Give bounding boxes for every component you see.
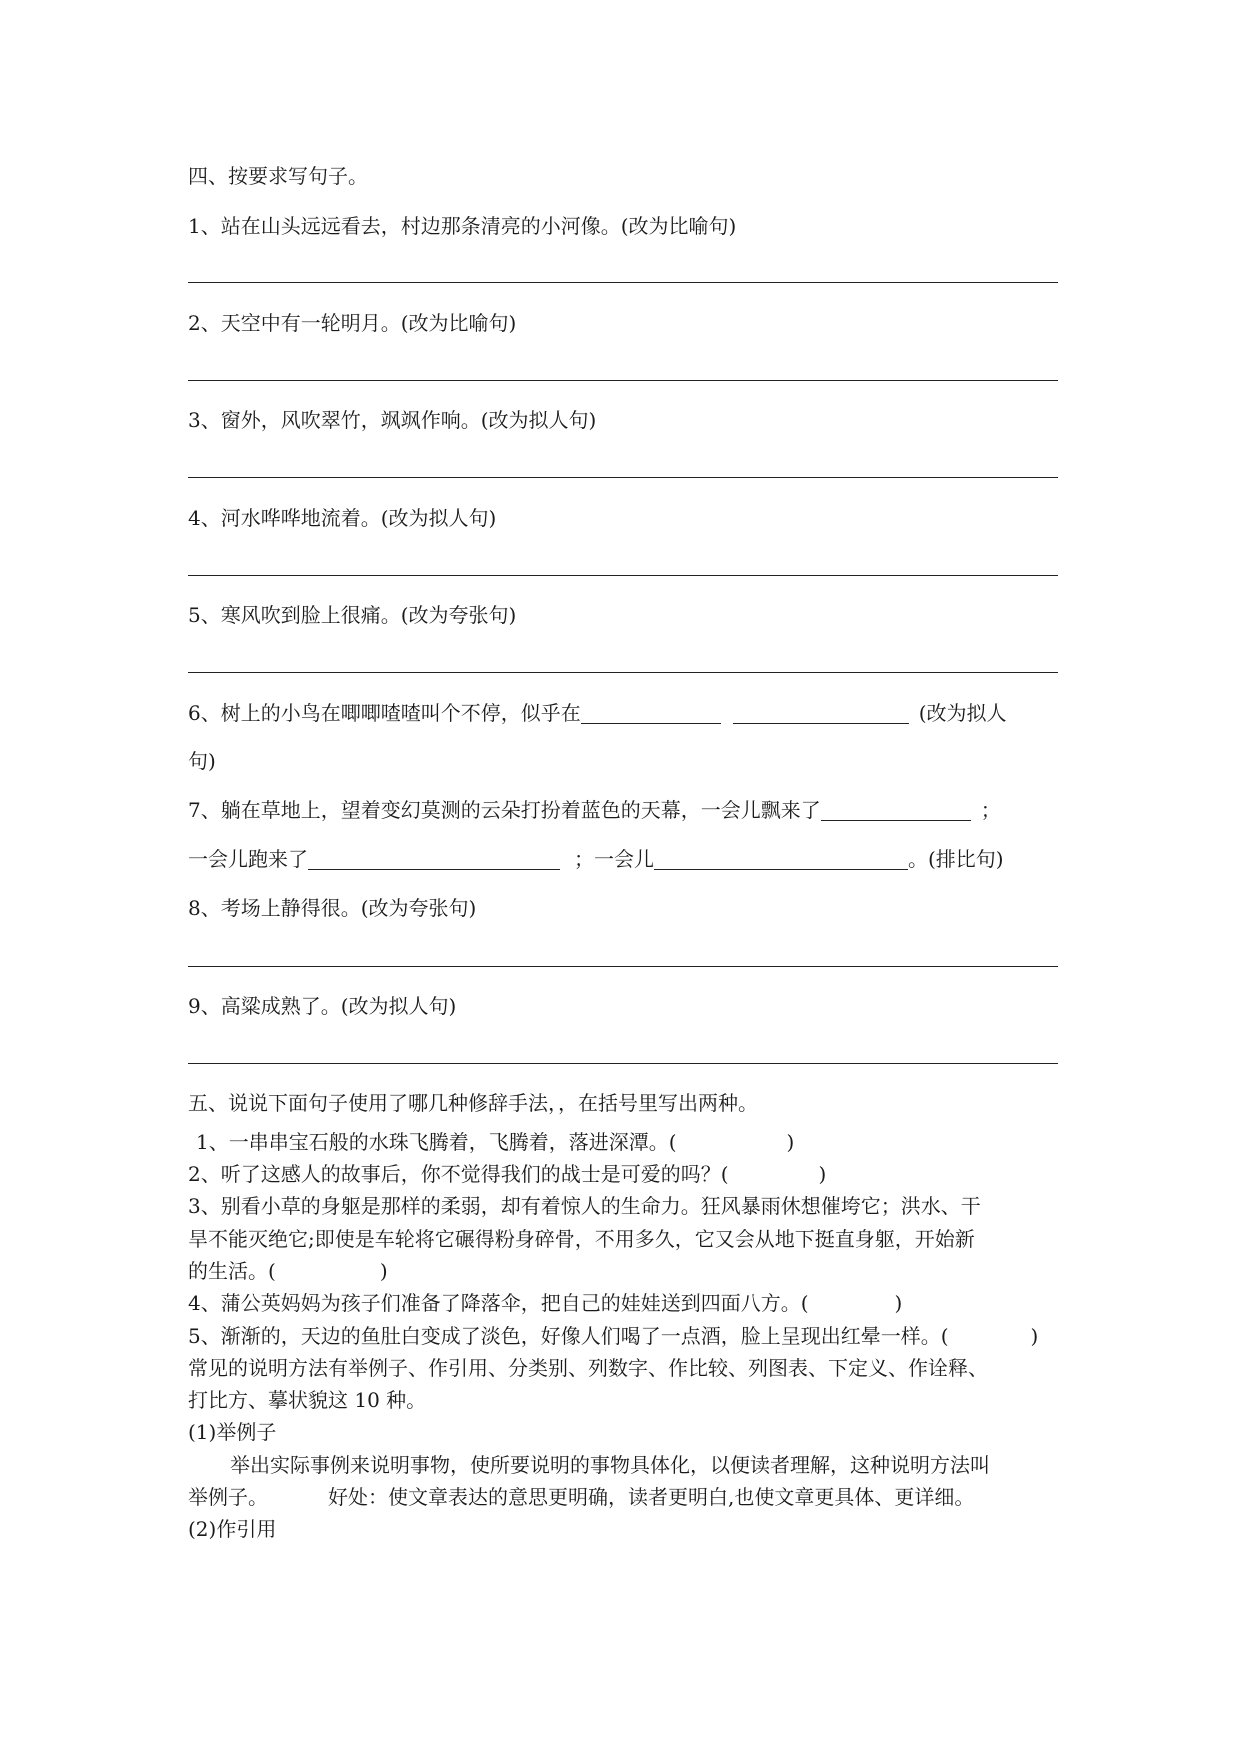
- sentence-1-text: 1、一串串宝石般的水珠飞腾着，飞腾着，落进深潭。(: [196, 1130, 677, 1154]
- notes-line-1: 常见的说明方法有举例子、作引用、分类别、列数字、作比较、列图表、下定义、作诠释、: [188, 1356, 988, 1380]
- question-7-semicolon: ；: [980, 798, 1001, 822]
- sentence-1-close: ): [786, 1130, 795, 1154]
- sentence-3-close: ): [379, 1259, 388, 1283]
- question-7-part-2: 一会儿跑来了: [188, 847, 308, 871]
- sentence-3-line-3: [188, 1258, 388, 1284]
- question-6-wrap: 句): [188, 749, 216, 773]
- question-7: [188, 797, 1001, 823]
- notes-heading-1: (1)举例子: [188, 1420, 277, 1444]
- answer-blank-7a[interactable]: [821, 800, 971, 821]
- answer-line-5[interactable]: [188, 672, 1058, 673]
- answer-blank-7b[interactable]: [308, 849, 560, 870]
- sentence-4: [188, 1290, 902, 1316]
- sentence-3-text: 的生活。(: [188, 1259, 276, 1283]
- question-7-line-2: [188, 846, 1004, 872]
- sentence-5: [188, 1323, 1038, 1349]
- sentence-2-close: ): [818, 1162, 827, 1186]
- question-6-text: 6、树上的小鸟在唧唧喳喳叫个不停，似乎在: [188, 701, 581, 725]
- question-7-text: 7、躺在草地上，望着变幻莫测的云朵打扮着蓝色的天幕，一会儿飘来了: [188, 798, 821, 822]
- question-8: 8、考场上静得很。(改为夸张句): [188, 896, 477, 920]
- question-7-part-3: ；一会儿: [574, 847, 654, 871]
- answer-blank-6a[interactable]: [581, 703, 721, 724]
- notes-line-2: 打比方、摹状貌这 10 种。: [188, 1388, 427, 1412]
- notes-paragraph-1-line-1: 举出实际事例来说明事物，使所要说明的事物具体化，以便读者理解，这种说明方法叫: [230, 1453, 990, 1477]
- answer-line-4[interactable]: [188, 575, 1058, 576]
- sentence-5-close: ): [1030, 1324, 1039, 1348]
- section-5-title: 五、说说下面句子使用了哪几种修辞手法，，在括号里写出两种。: [188, 1091, 758, 1115]
- notes-paragraph-1-line-2: [188, 1484, 974, 1510]
- question-1: 1、站在山头远远看去，村边那条清亮的小河像。(改为比喻句): [188, 214, 737, 238]
- answer-line-2[interactable]: [188, 380, 1058, 381]
- sentence-2: [188, 1161, 826, 1187]
- sentence-4-close: ): [894, 1291, 903, 1315]
- sentence-1: [196, 1129, 794, 1155]
- question-3: 3、窗外，风吹翠竹，飒飒作响。(改为拟人句): [188, 408, 597, 432]
- question-4: 4、河水哗哗地流着。(改为拟人句): [188, 506, 497, 530]
- answer-line-1[interactable]: [188, 282, 1058, 283]
- answer-line-8[interactable]: [188, 966, 1058, 967]
- question-6: [188, 700, 1007, 726]
- notes-heading-2: (2)作引用: [188, 1517, 277, 1541]
- notes-term: 举例子。: [188, 1485, 268, 1509]
- answer-blank-7c[interactable]: [654, 849, 908, 870]
- answer-blank-6b[interactable]: [733, 703, 909, 724]
- sentence-3-line-2: 旱不能灭绝它;即使是车轮将它碾得粉身碎骨，不用多久，它又会从地下挺直身躯，开始新: [188, 1227, 975, 1251]
- answer-line-9[interactable]: [188, 1063, 1058, 1064]
- sentence-3-line-1: 3、别看小草的身躯是那样的柔弱，却有着惊人的生命力。狂风暴雨休想催垮它；洪水、干: [188, 1194, 981, 1218]
- sentence-5-text: 5、渐渐的，天边的鱼肚白变成了淡色，好像人们喝了一点酒，脸上呈现出红晕一样。(: [188, 1324, 949, 1348]
- question-5: 5、寒风吹到脸上很痛。(改为夸张句): [188, 603, 517, 627]
- question-7-instruction: 。(排比句): [908, 847, 1004, 871]
- sentence-2-text: 2、听了这感人的故事后，你不觉得我们的战士是可爱的吗？(: [188, 1162, 729, 1186]
- question-6-instruction: (改为拟人: [918, 701, 1007, 725]
- notes-benefit: 好处：使文章表达的意思更明确，读者更明白,也使文章更具体、更详细。: [328, 1485, 975, 1509]
- question-2: 2、天空中有一轮明月。(改为比喻句): [188, 311, 517, 335]
- section-4-title: 四、按要求写句子。: [188, 164, 368, 188]
- question-9: 9、高粱成熟了。(改为拟人句): [188, 994, 457, 1018]
- sentence-4-text: 4、蒲公英妈妈为孩子们准备了降落伞，把自己的娃娃送到四面八方。(: [188, 1291, 809, 1315]
- answer-line-3[interactable]: [188, 477, 1058, 478]
